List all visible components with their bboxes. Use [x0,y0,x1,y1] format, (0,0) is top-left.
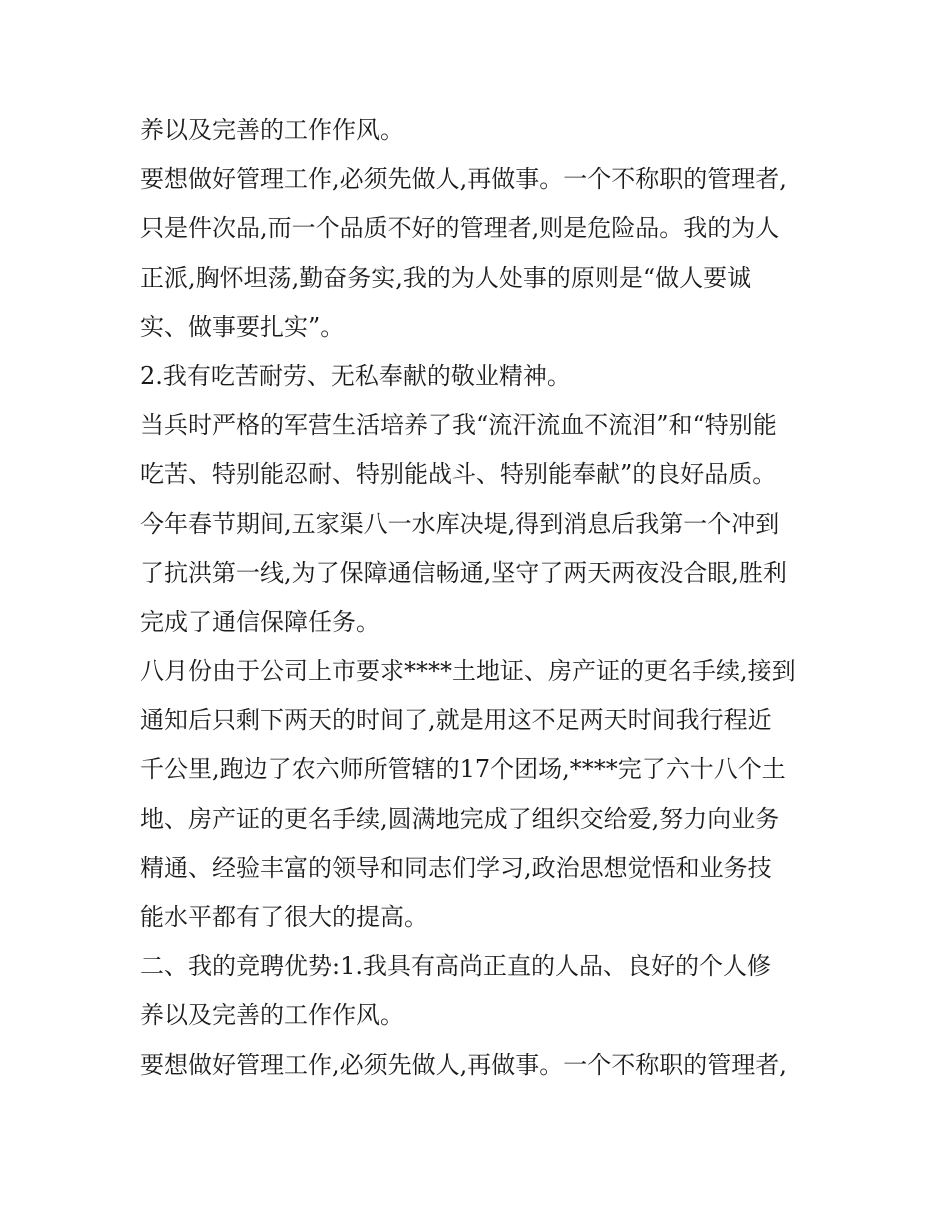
text-line: 能水平都有了很大的提高。 [140,903,428,931]
paragraph [140,106,820,155]
paragraph [140,500,820,648]
text-line: 要想做好管理工作,必须先做人,再做事。一个不称职的管理者, [140,1050,787,1079]
text-line: 正派,胸怀坦荡,勤奋务实,我的为人处事的原则是“做人要诚 [140,263,752,292]
text-line: 通知后只剩下两天的时间了,就是用这不足两天时间我行程近 [140,706,772,735]
text-line: 吃苦、特别能忍耐、特别能战斗、特别能奉献”的良好品质。 [140,460,777,489]
document-body [140,106,820,1090]
text-line: 精通、经验丰富的领导和同志们学习,政治思想觉悟和业务技 [140,853,772,882]
text-line: 地、房产证的更名手续,圆满地完成了组织交给爱,努力向业务 [140,804,780,833]
text-line: 养以及完善的工作作风。 [140,116,404,144]
text-line: 完成了通信保障任务。 [140,607,380,636]
paragraph [140,401,820,499]
text-line: 实、做事要扎实”。 [140,312,345,341]
text-line: 八月份由于公司上市要求****土地证、房产证的更名手续,接到 [140,657,796,686]
text-line: 只是件次品,而一个品质不好的管理者,则是危险品。我的为人 [140,214,780,243]
text-line: 当兵时严格的军营生活培养了我“流汗流血不流泪”和“特别能 [140,411,777,440]
paragraph [140,647,820,942]
text-line: 二、我的竞聘优势:1.我具有高尚正直的人品、良好的个人修 [140,952,771,981]
paragraph [140,155,820,352]
text-line: 了抗洪第一线,为了保障通信畅通,坚守了两天两夜没合眼,胜利 [140,558,787,587]
text-line: 今年春节期间,五家渠八一水库决堤,得到消息后我第一个冲到 [140,509,780,538]
text-line: 千公里,跑边了农六师所管辖的17个团场,****完了六十八个土 [140,755,786,784]
text-line: 要想做好管理工作,必须先做人,再做事。一个不称职的管理者, [140,165,787,194]
paragraph [140,1041,820,1090]
text-line: 养以及完善的工作作风。 [140,1001,404,1030]
paragraph [140,942,820,1040]
text-line: 2.我有吃苦耐劳、无私奉献的敬业精神。 [140,361,571,390]
paragraph [140,352,820,401]
